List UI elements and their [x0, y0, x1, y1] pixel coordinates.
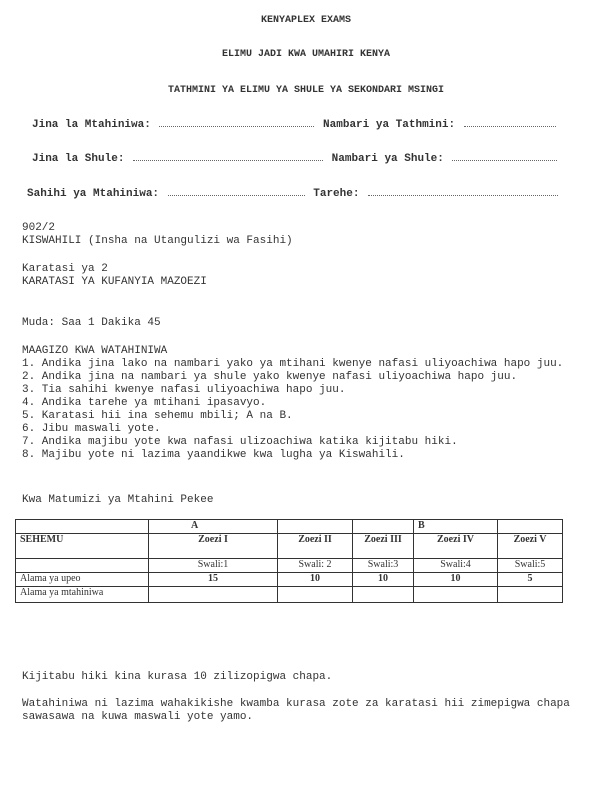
instruction-item: 3. Tia sahihi kwenye nafasi uliyoachiwa hapo juu.	[22, 384, 346, 396]
zoezi-header: Zoezi I	[149, 534, 278, 559]
swali-cell: Swali:1	[149, 559, 278, 573]
alama-mtahiniwa-cell[interactable]	[278, 587, 353, 603]
signature-field[interactable]	[168, 187, 305, 196]
alama-mtahiniwa-cell[interactable]	[149, 587, 278, 603]
signature-row	[27, 187, 560, 200]
instruction-item: 5. Karatasi hii ina sehemu mbili; A na B.	[22, 410, 293, 422]
alama-upeo-value: 5	[498, 573, 563, 587]
swali-cell: Swali:5	[498, 559, 563, 573]
swali-cell: Swali: 2	[278, 559, 353, 573]
school-number-label: Nambari ya Shule:	[331, 153, 444, 165]
zoezi-header: Zoezi IV	[414, 534, 498, 559]
section-a-header: A	[149, 520, 278, 534]
section-b-header: B	[414, 520, 498, 534]
alama-upeo-value: 10	[353, 573, 414, 587]
swali-cell: Swali:4	[414, 559, 498, 573]
examiner-use-label: Kwa Matumizi ya Mtahini Pekee	[22, 494, 214, 506]
alama-upeo-label: Alama ya upeo	[16, 573, 149, 587]
paper-number: Karatasi ya 2	[22, 263, 108, 275]
date-label: Tarehe:	[313, 188, 360, 200]
assessment-number-field[interactable]	[464, 118, 556, 127]
paper-type: KARATASI YA KUFANYIA MAZOEZI	[22, 276, 207, 288]
school-number-field[interactable]	[452, 152, 557, 161]
school-name-field[interactable]	[133, 152, 323, 161]
candidate-name-label: Jina la Mtahiniwa:	[32, 119, 151, 131]
school-name-label: Jina la Shule:	[32, 153, 125, 165]
candidate-name-row	[32, 118, 558, 131]
page-count-note: Kijitabu hiki kina kurasa 10 zilizopigwa chapa.	[22, 671, 333, 683]
paper-subject: KISWAHILI (Insha na Utangulizi wa Fasihi)	[22, 235, 293, 247]
paper-duration: Muda: Saa 1 Dakika 45	[22, 317, 161, 329]
instruction-item: 7. Andika majibu yote kwa nafasi ulizoachiwa katika kijitabu hiki.	[22, 436, 458, 448]
alama-mtahiniwa-label: Alama ya mtahiniwa	[16, 587, 149, 603]
zoezi-header: Zoezi V	[498, 534, 563, 559]
candidate-check-note: Watahiniwa ni lazima wahakikishe kwamba kurasa zote za karatasi hii zimepigwa chapa sawasawa na kuwa maswali yote yamo.	[22, 698, 570, 723]
header-exam-body: KENYAPLEX EXAMS	[260, 15, 351, 26]
marks-table	[15, 519, 563, 603]
signature-label: Sahihi ya Mtahiniwa:	[27, 188, 160, 200]
alama-upeo-value: 10	[414, 573, 498, 587]
alama-mtahiniwa-cell[interactable]	[414, 587, 498, 603]
swali-cell: Swali:3	[353, 559, 414, 573]
alama-upeo-value: 10	[278, 573, 353, 587]
instruction-item: 1. Andika jina lako na nambari yako ya mtihani kwenye nafasi uliyoachiwa hapo juu.	[22, 358, 564, 370]
instructions-heading: MAAGIZO KWA WATAHINIWA	[22, 345, 168, 357]
alama-mtahiniwa-cell[interactable]	[353, 587, 414, 603]
header-tagline: ELIMU JADI KWA UMAHIRI KENYA	[221, 49, 391, 60]
instruction-item: 4. Andika tarehe ya mtihani ipasavyo.	[22, 397, 267, 409]
instructions-list	[22, 358, 592, 462]
header-assessment-title: TATHMINI YA ELIMU YA SHULE YA SEKONDARI MSINGI	[167, 85, 445, 96]
assessment-number-label: Nambari ya Tathmini:	[323, 119, 456, 131]
instruction-item: 6. Jibu maswali yote.	[22, 423, 161, 435]
sehemu-label: SEHEMU	[16, 534, 149, 559]
date-field[interactable]	[368, 187, 558, 196]
school-name-row	[32, 152, 559, 165]
candidate-name-field[interactable]	[159, 118, 314, 127]
alama-mtahiniwa-cell[interactable]	[498, 587, 563, 603]
instruction-item: 8. Majibu yote ni lazima yaandikwe kwa lugha ya Kiswahili.	[22, 449, 405, 461]
zoezi-header: Zoezi II	[278, 534, 353, 559]
alama-upeo-value: 15	[149, 573, 278, 587]
paper-code: 902/2	[22, 222, 56, 234]
zoezi-header: Zoezi III	[353, 534, 414, 559]
instruction-item: 2. Andika jina na nambari ya shule yako kwenye nafasi uliyoachiwa hapo juu.	[22, 371, 518, 383]
